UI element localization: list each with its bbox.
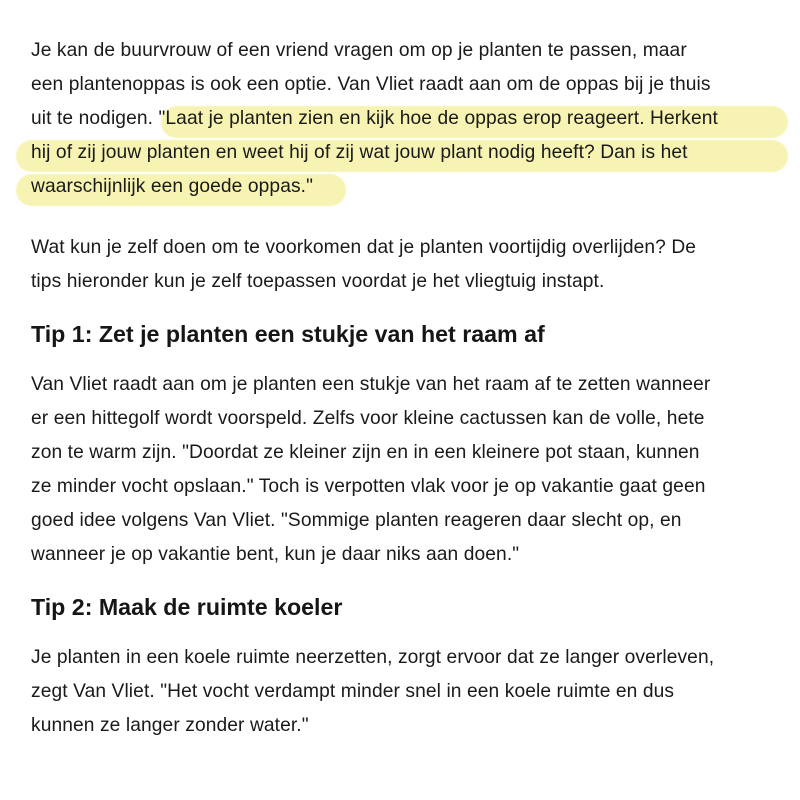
paragraph-line: kunnen ze langer zonder water." [31,715,309,736]
article-body [31,34,781,743]
paragraph-line: Wat kun je zelf doen om te voorkomen dat je planten voortijdig overlijden? De [31,237,697,258]
paragraph-intro-tips [31,231,781,299]
highlighted-quote-line: hij of zij jouw planten en weet hij of zij wat jouw plant nodig heeft? Dan is het [31,142,688,163]
paragraph-line: wanneer je op vakantie bent, kun je daar niks aan doen." [31,544,520,565]
paragraph-line: een plantenoppas is ook een optie. Van Vliet raadt aan om de oppas bij je thuis [31,74,711,95]
paragraph-line: tips hieronder kun je zelf toepassen voordat je het vliegtuig instapt. [31,271,605,292]
paragraph-line: Je kan de buurvrouw of een vriend vragen om op je planten te passen, maar [31,40,687,61]
paragraph-line: zegt Van Vliet. "Het vocht verdampt minder snel in een koele ruimte en dus [31,681,675,702]
paragraph-line: Je planten in een koele ruimte neerzetten, zorgt ervoor dat ze langer overleven, [31,647,715,668]
paragraph-line: goed idee volgens Van Vliet. "Sommige planten reageren daar slecht op, en [31,510,682,531]
paragraph-line: ze minder vocht opslaan." Toch is verpotten vlak voor je op vakantie gaat geen [31,476,706,497]
highlighted-quote-start: "Laat je planten zien en kijk hoe de oppas erop reageert. Herkent [158,108,718,129]
paragraph-line [31,102,781,136]
tip-1-paragraph [31,368,781,572]
paragraph-line: Van Vliet raadt aan om je planten een stukje van het raam af te zetten wanneer [31,374,711,395]
paragraph-plant-sitter [31,34,781,204]
paragraph-line-start: uit te nodigen. [31,108,159,129]
tip-2-heading: Tip 2: Maak de ruimte koeler [31,594,343,620]
paragraph-line: er een hittegolf wordt voorspeld. Zelfs voor kleine cactussen kan de volle, hete [31,408,705,429]
highlighted-quote-line: waarschijnlijk een goede oppas." [31,176,314,197]
paragraph-line: zon te warm zijn. "Doordat ze kleiner zijn en in een kleinere pot staan, kunnen [31,442,700,463]
tip-1-heading: Tip 1: Zet je planten een stukje van het raam af [31,321,545,347]
tip-2-paragraph [31,641,781,743]
